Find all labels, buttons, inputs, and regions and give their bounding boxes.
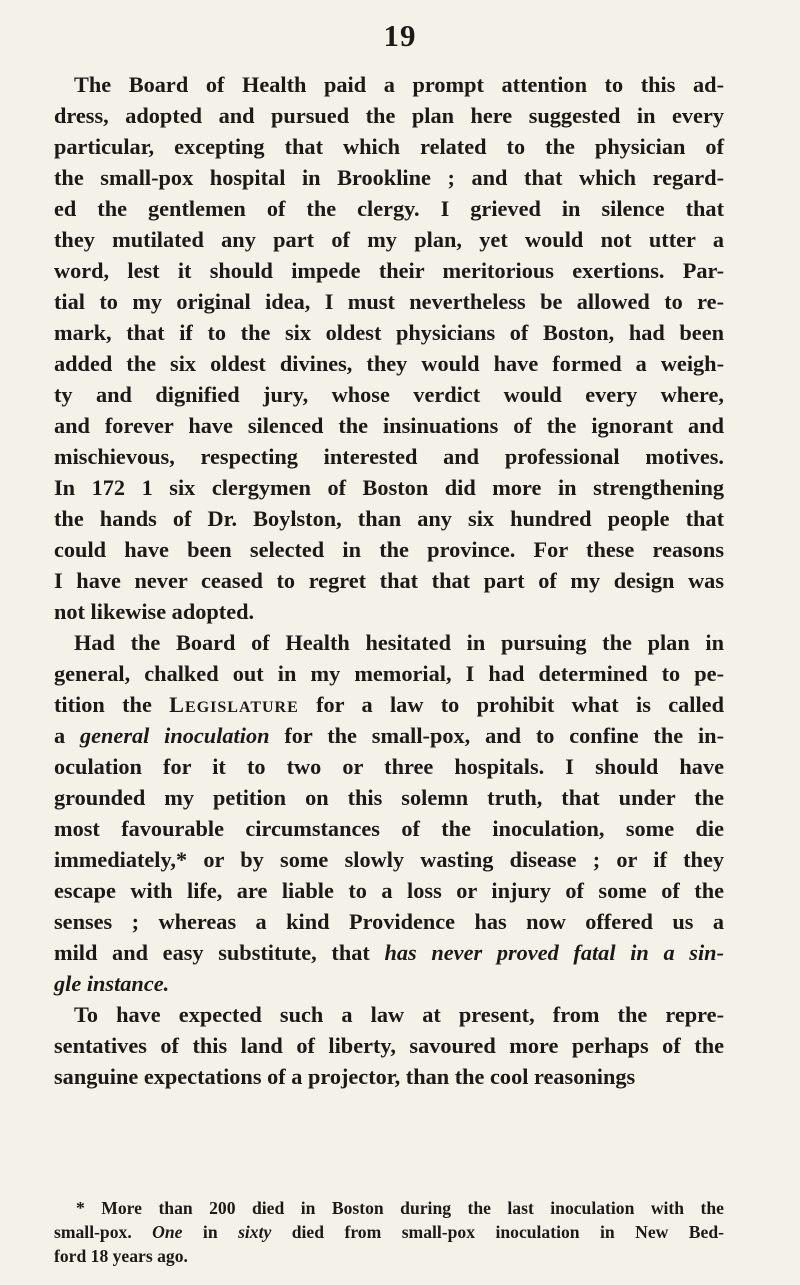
text-line-segment: tition the <box>54 692 170 717</box>
text-line <box>54 1061 724 1092</box>
footnote-line-segment: small-pox. <box>54 1222 153 1242</box>
footnote-line-segment: * More than 200 died in Boston during the last inoculation with the <box>76 1198 724 1218</box>
footnote-line-segment: One <box>152 1222 183 1242</box>
text-line-segment: most favourable circumstances of the inoculation, some die <box>54 816 724 841</box>
text-line <box>54 255 724 286</box>
text-line-segment: they mutilated any part of my plan, yet would not utter a <box>54 227 724 252</box>
text-line-segment: To have expected such a law at present, from the repre- <box>74 1002 724 1027</box>
text-line <box>54 689 724 720</box>
text-line <box>54 224 724 255</box>
footnote-line <box>54 1196 724 1220</box>
footnotes <box>54 1196 724 1268</box>
text-line-segment: mild and easy substitute, that <box>54 940 385 965</box>
text-line-segment: word, lest it should impede their meritorious exertions. Par- <box>54 258 724 283</box>
text-line-segment: sanguine expectations of a projector, than the cool reasonings <box>54 1064 636 1089</box>
text-line <box>54 658 724 689</box>
text-line-segment: I have never ceased to regret that that part of my design was <box>54 568 724 593</box>
text-line-segment: Legislature <box>169 692 299 717</box>
text-line-segment: In 172 1 six clergymen of Boston did more in strengthening <box>54 475 724 500</box>
text-line <box>54 937 724 968</box>
text-line-segment: general inoculation <box>79 723 270 748</box>
text-line-segment: for the small-pox, and to confine the in- <box>269 723 724 748</box>
text-line-segment: immediately,* or by some slowly wasting disease ; or if they <box>54 847 724 872</box>
page-number: 19 <box>383 18 417 53</box>
text-line-segment: Had the Board of Health hesitated in pursuing the plan in <box>74 630 724 655</box>
text-line <box>54 782 724 813</box>
body-text <box>54 69 724 1092</box>
text-line-segment: mischievous, respecting interested and professional motives. <box>54 444 724 469</box>
text-line <box>54 286 724 317</box>
text-line-segment: ed the gentlemen of the clergy. I grieved in silence that <box>54 196 724 221</box>
footnote-line-segment: ford 18 years ago. <box>54 1246 188 1266</box>
footnote-line <box>54 1244 724 1268</box>
text-line-segment: particular, excepting that which related to the physician of <box>54 134 724 159</box>
text-line <box>54 751 724 782</box>
text-line-segment: gle instance. <box>54 971 170 996</box>
text-line-segment: not likewise adopted. <box>54 599 255 624</box>
text-line <box>54 720 724 751</box>
text-line <box>54 596 724 627</box>
footnote-line-segment: died from small-pox inoculation in New Bed- <box>271 1222 724 1242</box>
text-line <box>54 1030 724 1061</box>
text-line-segment: oculation for it to two or three hospitals. I should have <box>54 754 724 779</box>
text-line-segment: the small-pox hospital in Brookline ; and that which regard- <box>54 165 724 190</box>
text-line <box>54 193 724 224</box>
text-line-segment: has never proved fatal in a sin- <box>384 940 724 965</box>
text-line-segment: general, chalked out in my memorial, I had determined to pe- <box>54 661 724 686</box>
text-line-segment: ty and dignified jury, whose verdict would every where, <box>54 382 724 407</box>
text-line <box>54 317 724 348</box>
text-line <box>54 379 724 410</box>
text-line <box>54 534 724 565</box>
text-line <box>54 441 724 472</box>
text-line-segment: for a law to prohibit what is called <box>298 692 724 717</box>
text-line <box>54 906 724 937</box>
text-line-segment: mark, that if to the six oldest physicians of Boston, had been <box>54 320 724 345</box>
text-line <box>54 410 724 441</box>
text-line <box>54 162 724 193</box>
text-line <box>54 844 724 875</box>
footnote-line-segment: in <box>182 1222 239 1242</box>
footnote-line <box>54 1220 724 1244</box>
text-line <box>54 69 724 100</box>
text-line-segment: senses ; whereas a kind Providence has now offered us a <box>54 909 724 934</box>
text-line-segment: escape with life, are liable to a loss or injury of some of the <box>54 878 724 903</box>
text-line <box>54 627 724 658</box>
footnote-line-segment: sixty <box>238 1222 272 1242</box>
text-line <box>54 968 724 999</box>
text-line <box>54 875 724 906</box>
text-line <box>54 472 724 503</box>
text-line-segment: a <box>54 723 80 748</box>
text-line-segment: tial to my original idea, I must nevertheless be allowed to re- <box>54 289 724 314</box>
text-line-segment: could have been selected in the province. For these reasons <box>54 537 724 562</box>
text-line-segment: dress, adopted and pursued the plan here suggested in every <box>54 103 724 128</box>
text-line-segment: the hands of Dr. Boylston, than any six hundred people that <box>54 506 724 531</box>
text-line-segment: and forever have silenced the insinuations of the ignorant and <box>54 413 724 438</box>
text-line <box>54 131 724 162</box>
text-line <box>54 565 724 596</box>
text-line <box>54 348 724 379</box>
text-line-segment: grounded my petition on this solemn truth, that under the <box>54 785 724 810</box>
text-line <box>54 999 724 1030</box>
text-line-segment: The Board of Health paid a prompt attention to this ad- <box>74 72 724 97</box>
text-line-segment: sentatives of this land of liberty, savoured more perhaps of the <box>54 1033 724 1058</box>
text-line <box>54 100 724 131</box>
text-line <box>54 813 724 844</box>
text-line-segment: added the six oldest divines, they would have formed a weigh- <box>54 351 724 376</box>
text-line <box>54 503 724 534</box>
